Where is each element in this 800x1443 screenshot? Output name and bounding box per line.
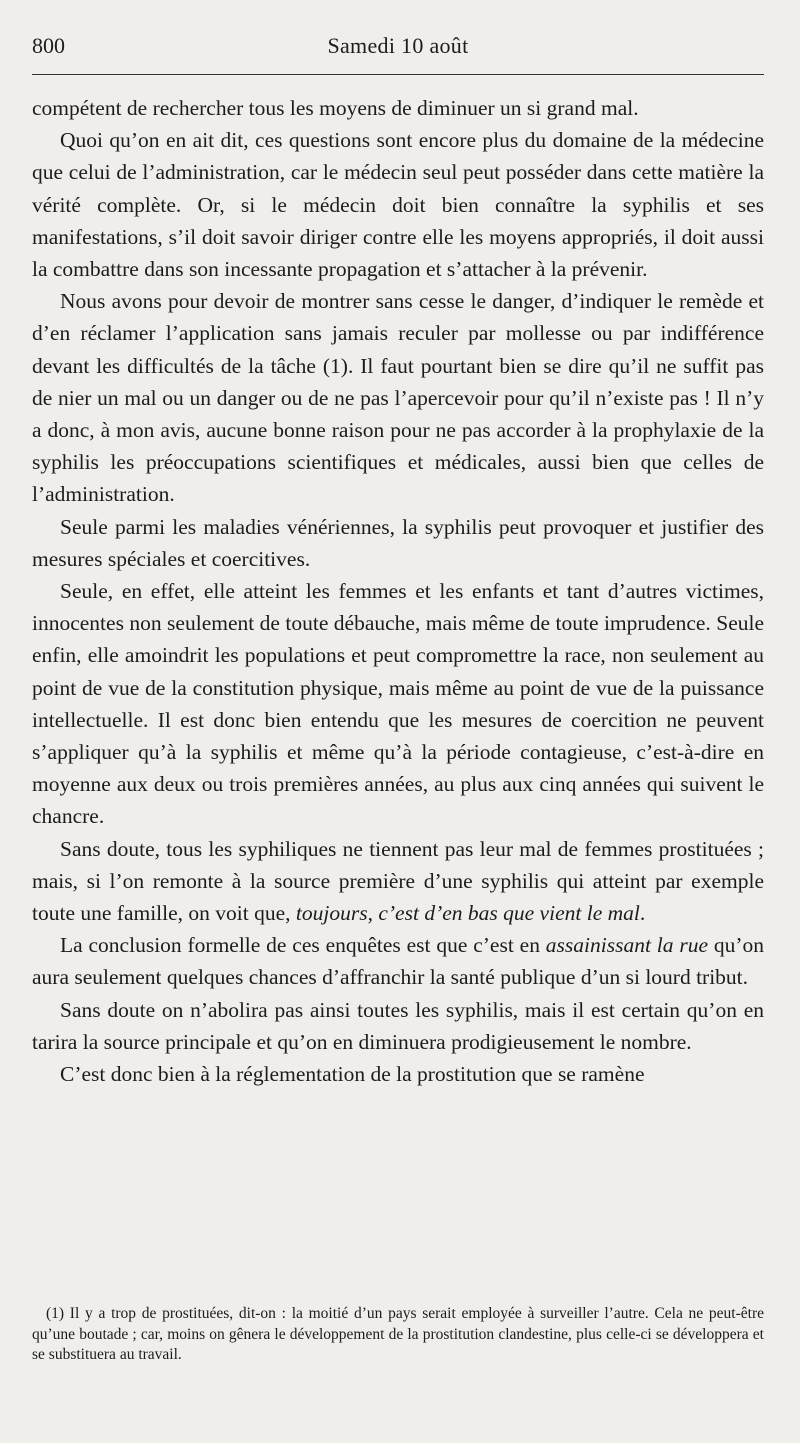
paragraph-4: Seule parmi les maladies vénériennes, la syphilis peut provoquer et justifier des mesures spéciales et coercitives. (32, 514, 764, 571)
body-text (32, 92, 764, 1090)
emphasis-toujours: toujours (295, 901, 368, 926)
emphasis-en-bas: c’est d’en bas que vient le mal (378, 901, 640, 926)
footnote (32, 1298, 764, 1366)
paragraph-1: compétent de rechercher tous les moyens de diminuer un si grand mal. (32, 96, 639, 120)
paragraph-2: Quoi qu’on en ait dit, ces questions sont encore plus du domaine de la médecine que celui de l’administration, car le médecin seul peut posséder dans cette matière la vérité complète. Or, si le médecin doit bien connaître la syphilis et ses manifestations, s’il doit savoir diriger contre elle les moyens appropriés, il doit aussi la combattre dans son incessante propagation et s’attacher à la prévenir. (32, 128, 764, 282)
footnote-text: (1) Il y a trop de prostituées, dit-on : la moitié d’un pays serait employée à surveiller l’autre. Cela ne peut-être qu’une boutade ; car, moins on gênera le développement de la prostitution clandestine, plus celle-ci se développera et se substituera au travail. (32, 1305, 764, 1363)
paragraph-8: Sans doute on n’abolira pas ainsi toutes les syphilis, mais il est certain qu’on en tarira la source principale et qu’on en diminuera prodigieusement le nombre. (32, 997, 764, 1054)
page-number: 800 (32, 33, 65, 58)
emphasis-assainissant: assainissant la rue (545, 933, 708, 958)
running-head: Samedi 10 août (327, 33, 469, 58)
paragraph-5: Seule, en effet, elle atteint les femmes et les enfants et tant d’autres victimes, innocentes non seulement de toute débauche, mais même de toute imprudence. Seule enfin, elle amoindrit les populations et peut compromettre la race, non seulement au point de vue de la constitution physique, mais même au point de vue de la puissance intellectuelle. Il est donc bien entendu que les mesures de coercition ne peuvent s’appliquer qu’à la syphilis et même qu’à la période contagieuse, c’est-à-dire en moyenne aux deux ou trois premières années, au plus aux cinq années qui suivent le chancre. (32, 579, 764, 829)
paragraph-6: Sans doute, tous les syphiliques ne tiennent pas leur mal de femmes prostituées ; mais, si l’on remonte à la source première d’une syphilis qui atteint par exemple toute une famille, on voit que, toujours, c’est d’en bas que vient le mal. (32, 836, 764, 926)
paragraph-9: C’est donc bien à la réglementation de la prostitution que se ramène (60, 1062, 645, 1087)
header-rule (32, 74, 764, 75)
paragraph-3: Nous avons pour devoir de montrer sans cesse le danger, d’indiquer le remède et d’en réclamer l’application sans jamais reculer par mollesse ou par indifférence devant les difficultés de la tâche (1). Il faut pourtant bien se dire qu’il ne suffit pas de nier un mal ou un danger ou de ne pas l’apercevoir pour qu’il n’existe pas ! Il n’y a donc, à mon avis, aucune bonne raison pour ne pas accorder à la prophylaxie de la syphilis les préoccupations scientifiques et médicales, aussi bien que celles de l’administration. (32, 289, 764, 507)
page-header (32, 30, 764, 62)
paragraph-7: La conclusion formelle de ces enquêtes est que c’est en assainissant la rue qu’on aura seulement quelques chances d’affranchir la santé publique d’un si lourd tribut. (32, 933, 764, 990)
